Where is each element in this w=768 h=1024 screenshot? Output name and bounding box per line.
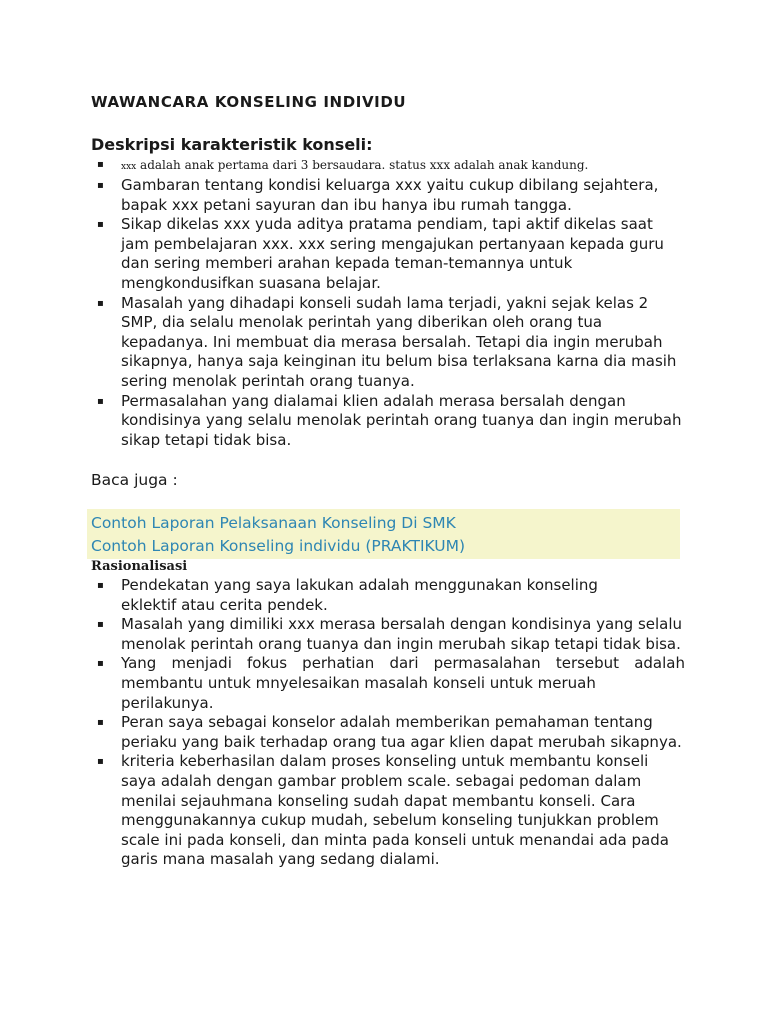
bullet-icon: ▪ <box>97 297 104 309</box>
rationale-list <box>95 576 685 870</box>
list-item: ▪ Masalah yang dihadapi konseli sudah lama terjadi, yakni sejak kelas 2 SMP, dia selalu menolak perintah yang diberikan oleh orang tua kepadanya. Ini membuat dia merasa bersalah. Tetapi dia ingin merubah sikapnya, hanya saja keinginan itu belum bisa terlaksana karna dia masih sering menolak perintah orang tuanya. <box>97 293 677 390</box>
list-item: ▪ xxx adalah anak pertama dari 3 bersaudara. status xxx adalah anak kandung. <box>97 158 589 172</box>
document-title: WAWANCARA KONSELING INDIVIDU <box>91 93 407 111</box>
related-links-box <box>87 509 680 559</box>
list-item: ▪ Permasalahan yang dialamai klien adalah merasa bersalah dengan kondisinya yang selalu menolak perintah orang tuanya dan ingin merubah sikap tetapi tidak bisa. <box>97 391 682 449</box>
related-link-smk[interactable]: Contoh Laporan Pelaksanaan Konseling Di SMK <box>91 514 456 532</box>
bullet-icon: ▪ <box>97 180 104 191</box>
list-item: ▪ Gambaran tentang kondisi keluarga xxx yaitu cukup dibilang sejahtera, bapak xxx petani sayuran dan ibu hanya ibu rumah tangga. <box>97 176 659 214</box>
section-heading: Deskripsi karakteristik konseli: <box>91 135 373 154</box>
bullet-icon: ▪ <box>97 159 104 170</box>
list-item: ▪ Peran saya sebagai konselor adalah memberikan pemahaman tentang periaku yang baik terhadap orang tua agar klien dapat merubah sikapnya. <box>97 713 682 751</box>
bullet-icon: ▪ <box>97 658 104 670</box>
rationale-heading: Rasionalisasi <box>91 559 188 574</box>
bullet-icon: ▪ <box>97 395 104 407</box>
bullet-icon: ▪ <box>97 756 104 768</box>
related-link-praktikum[interactable]: Contoh Laporan Konseling individu (PRAKTIKUM) <box>91 537 466 555</box>
bullet-icon: ▪ <box>97 580 104 591</box>
bullet-icon: ▪ <box>97 219 104 231</box>
list-item: ▪ Sikap dikelas xxx yuda aditya pratama pendiam, tapi aktif dikelas saat jam pembelajaran xxx. xxx sering mengajukan pertanyaan kepada guru dan sering memberi arahan kepada teman-temannya untuk mengkondusifkan suasana belajar. <box>97 215 664 292</box>
list-item: ▪ Pendekatan yang saya lakukan adalah menggunakan konseling eklektif atau cerita pendek. <box>97 576 598 614</box>
bullet-icon: ▪ <box>97 619 104 631</box>
bullet-icon: ▪ <box>97 717 104 729</box>
description-list <box>95 156 685 450</box>
list-item: ▪ Masalah yang dimiliki xxx merasa bersalah dengan kondisinya yang selalu menolak perintah orang tuanya dan ingin merubah sikap tetapi tidak bisa. <box>97 615 683 653</box>
baca-juga-label: Baca juga : <box>91 471 178 489</box>
list-item: ▪ kriteria keberhasilan dalam proses konseling untuk membantu konseli saya adalah dengan gambar problem scale. sebagai pedoman dalam menilai sejauhmana konseling sudah dapat membantu konseli. Cara menggunakannya cukup mudah, sebelum konseling tunjukkan problem scale ini pada konseli, dan minta pada konseli untuk menandai ada pada garis mana masalah yang sedang dialami. <box>97 752 669 869</box>
list-item: ▪ Yang menjadi fokus perhatian dari permasalahan tersebut adalah membantu untuk mnyelesaikan masalah konseli untuk meruah perilakunya. <box>97 654 685 712</box>
